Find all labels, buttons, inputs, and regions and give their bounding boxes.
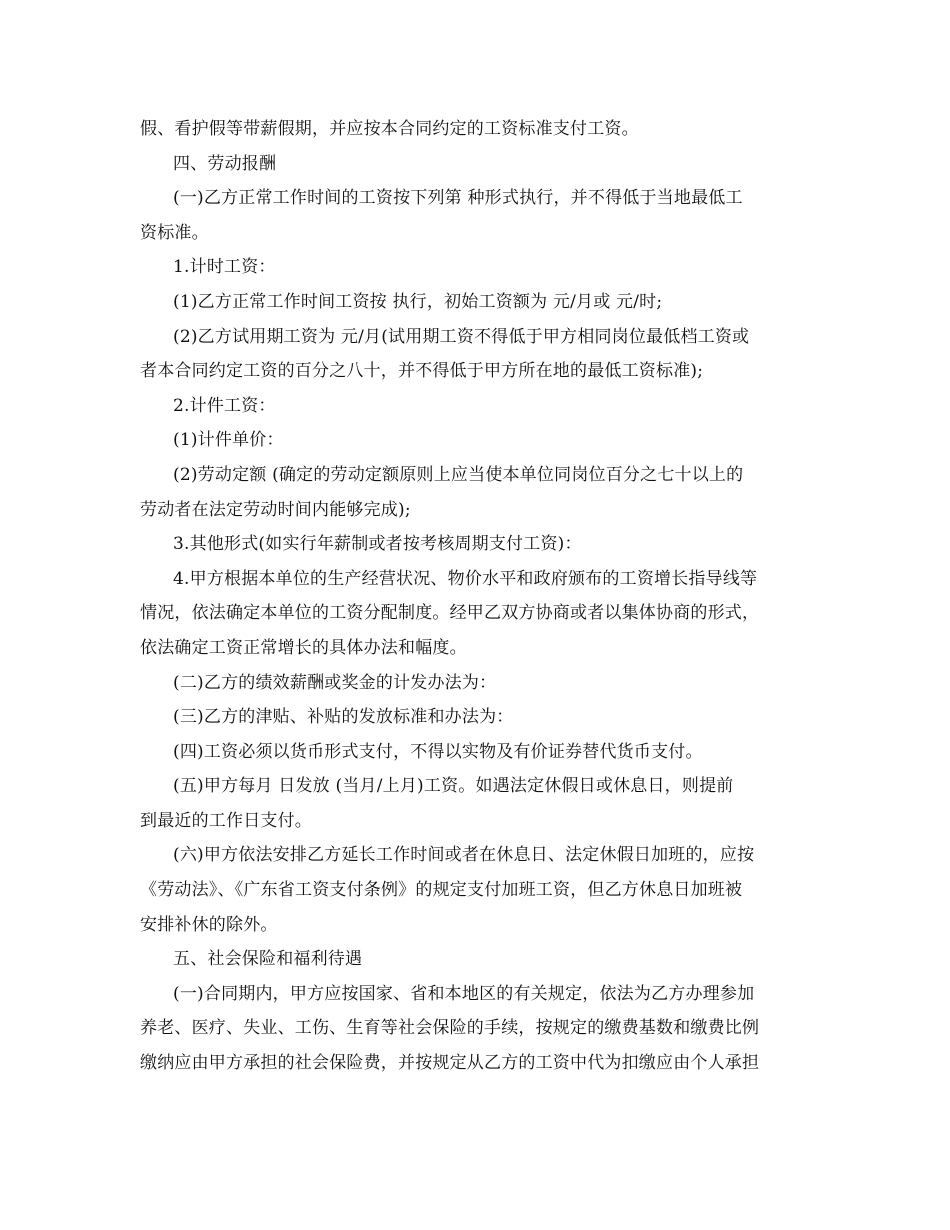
text-line: 依法确定工资正常增长的具体办法和幅度。 — [140, 637, 467, 658]
document-body — [140, 112, 812, 1081]
text-line: (1)乙方正常工作时间工资按 执行，初始工资额为 元/月或 元/时; — [173, 291, 663, 312]
text-line: 劳动者在法定劳动时间内能够完成); — [140, 499, 411, 520]
text-line: (五)甲方每月 日发放 (当月/上月)工资。如遇法定休假日或休息日，则提前 — [173, 776, 734, 797]
text-line: (2)劳动定额 (确定的劳动定额原则上应当使本单位同岗位百分之七十以上的 — [173, 464, 744, 485]
text-line: 《劳动法》、《广东省工资支付条例》的规定支付加班工资，但乙方休息日加班被 — [140, 880, 743, 901]
text-line: 情况，依法确定本单位的工资分配制度。经甲乙双方协商或者以集体协商的形式， — [140, 603, 760, 624]
text-line: (1)计件单价： — [173, 430, 284, 451]
text-line: 2.计件工资： — [173, 395, 276, 416]
text-line: 安排补休的除外。 — [140, 914, 278, 935]
text-line: (一)乙方正常工作时间的工资按下列第 种形式执行，并不得低于当地最低工 — [173, 188, 743, 209]
text-line: 缴纳应由甲方承担的社会保险费，并按规定从乙方的工资中代为扣缴应由个人承担 — [140, 1053, 760, 1074]
text-line: 到最近的工作日支付。 — [140, 810, 312, 831]
text-line: (六)甲方依法安排乙方延长工作时间或者在休息日、法定休假日加班的，应按 — [173, 845, 755, 866]
text-line: 1.计时工资： — [173, 257, 276, 278]
text-line: 者本合同约定工资的百分之八十，并不得低于甲方所在地的最低工资标准); — [140, 361, 704, 382]
text-line: (一)合同期内，甲方应按国家、省和本地区的有关规定，依法为乙方办理参加 — [173, 983, 755, 1004]
text-line: 四、劳动报酬 — [173, 153, 277, 174]
text-line: 养老、医疗、失业、工伤、生育等社会保险的手续，按规定的缴费基数和缴费比例 — [140, 1018, 760, 1039]
text-line: 五、社会保险和福利待遇 — [173, 949, 363, 970]
text-line: 3.其他形式(如实行年薪制或者按考核周期支付工资)： — [173, 534, 582, 555]
text-line: 假、看护假等带薪假期，并应按本合同约定的工资标准支付工资。 — [140, 119, 639, 139]
text-line: (2)乙方试用期工资为 元/月(试用期工资不得低于甲方相同岗位最低档工资或 — [173, 326, 750, 347]
text-line: 4.甲方根据本单位的生产经营状况、物价水平和政府颁布的工资增长指导线等 — [173, 568, 758, 589]
text-line: 资标准。 — [140, 222, 209, 243]
text-line: (二)乙方的绩效薪酬或奖金的计发办法为： — [173, 672, 497, 693]
text-line: (四)工资必须以货币形式支付，不得以实物及有价证券替代货币支付。 — [173, 741, 703, 762]
text-line: (三)乙方的津贴、补贴的发放标准和办法为： — [173, 707, 514, 728]
